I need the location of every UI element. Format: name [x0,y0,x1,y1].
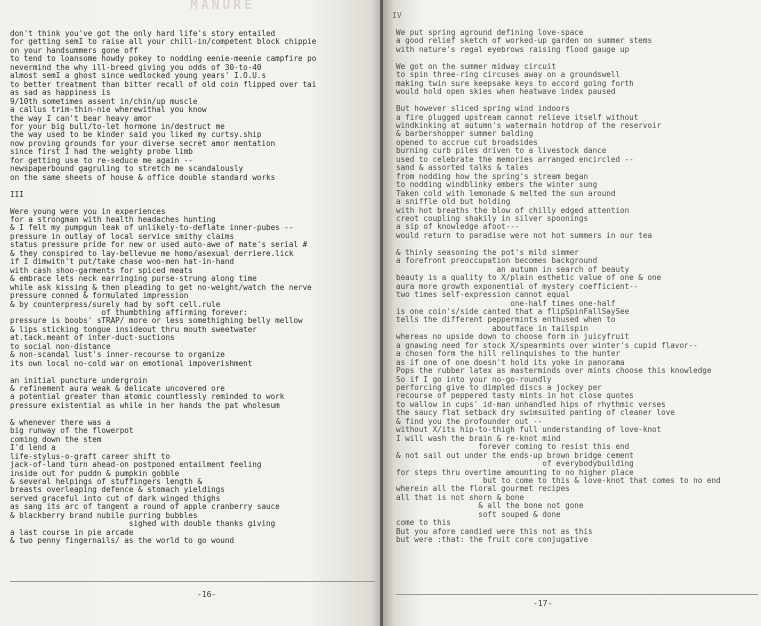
right-page-poem-text: We put spring aground defining love-space a good relief sketch of worked-up garden on summer stems with nature's regal eyebrows raising flood gauge up We got on the summer midway circuit to spin three-ring circuses away on a groundswell making twin sure keepsake keys to accord going forth would hold open skies when heatwave index paused But however sliced spring wind indoors a fire plugged upstream cannot relieve itself without windkinking at autumn's watermain hotdrop of the reservoir & barbershopper summer balding opened to accrue cut broadsides burning curb piles driven to a livestock dance used to celebrate the memories arranged encircled -- sand & assorted talks & tales from nodding how the spring's stream began to nodding windblinky embers the winter sung Taken cold with lemonade & melted the sun around a sniffle old but holding with hot breaths the blow of chilly edged attention creot coupling shakily in silver spoonings a sip of knowledge afoot--- would return to paradise were not hot summers in our tea & thinly seasoning the pot's mild simmer a forefront preoccupation becomes background an autumn in search of beauty beauty is a quality to X/plain esthetic value of one & one aura more growth exponential of mystery coefficient-- two times self-expression cannot equal one-half times one-half is one coin's/side canted that a flipSpinFallSaySee tells the different peppermints enthused when to aboutface in tailspin whereas no upside down to choose form in juicyfruit a gnawing need for stock X/spearmints over winter's cupid flavor-- a chosen form the hill relinquishes to the hunter as if one of one doesn't hold its yoke in panorama Pops the rubber latex as masterminds over mints choose this knowledge So if I go into your no-go-roundly perforcing give to dimpled discs a jockey per recourse of peppered tasty mints in hot close quotes to wallow in cups' id-man unhandled hips of rhythmic verses the saucy flat setback dry swimsuited panting of cleaner love & find you the profounder out -- without X/its hip-to-thigh full understanding of love-knot I will wash the brain & re-knot mind forever coming to resist this end & not sail out under the ends-up brown bridge cement of everybodybuilding for steps thru overtime amounting to no higher place but to come to this & love-knot that comes to no end wherein all the floral gourmet recipes all that is not shorn & bone & all the bone not gone soft souped & done come to this But you afore candied were this not as this but were :that: the fruit core conjugative [396,28,721,545]
left-page-poem-text: don't think you've got the only hard life's story entailed for getting semI to raise all your chill-in/competent block chippie on your handsummers gone off to tend to loansome howdy pokey to nodding eenie-meenie campfire po nevermind the why ill-breed giving you odds of 30-to-40 almost semI a ghost since wedlocked young years' I.O.U.s to better treatment than bitter recall of old coin flipped over tai as sad as happiness is 9/10th sometimes assent in/chin/up muscle a callus trim-thin-nie wherewithal you know the way I can't bear heavy amor for your big bull/to-let hormone in/destruct me the way used to be kinder said you liked my curtsy.ship now proving grounds for your diverse secret amor mentation since first I had the weighty probe limb for getting use to re-seduce me again -- newspaperbound gagruling to stretch me scandalously on the same sheets of house & office double standard works III Were young were you in experiences for a strongman with health headaches hunting & I felt my pumpgun leak of unlikely-to-deflate inner-pubes -- pressure in outlay of local service smithy claims status pressure pride for new or used auto-awe of mate's serial # & they conspired to lay-bellevue me homo/asexual derriere.lick if I dimwitn't put/take chase woo-men hat-in-hand with cash shoo-garments for spiced meats & embrace lets neck earringing purse-strung along time while ask kissing & then pleading to get no-weight/watch the nerve pressure conned & formulated impression & by counterpress/surely had by soft cell.rule of thumbthing affirming forever: pressure is boobs' sTRAP/ more or less somethighing belly mellow & lips sticking tongue insideout thru mouth sweetwater at.tack.meant of inter-duct-suctions to social non-distance & non-scandal lust's inner-recourse to organize its own local no-cold war on emotional impoverishment an initial puncture undergroin & refinement aura weak & delicate uncovered ore a potential greater than atomic countlessly reminded to work pressure existential as while in her hands the pat wholesum & whenever there was a big runway of the flowerpot coming down the stem I'd lend a life-stylus-o-graft career shift to jack-of-land turn ahead-on postponed entailment feeling inside out for puddn & pumpkin gobble & several helpings of stuffingers length & breasts overleaping defence & stomach yieldings served graceful into cut of dark winged thighs as sang its arc of tangent a round of apple cranberry sauce & blackberry brand nubile purring bubbles sighed with double thanks giving a last course in pie arcade & two penny fingernails/ as the world to go wound [10,29,317,546]
section-numeral: IV [392,11,402,20]
left-page-number: -16- [197,590,217,599]
left-page-footer-rule [10,581,375,582]
right-page [383,0,761,626]
right-page-number: -17- [533,599,553,608]
right-page-footer-rule [396,594,758,595]
bleed-through-header: MANURE [190,0,255,13]
